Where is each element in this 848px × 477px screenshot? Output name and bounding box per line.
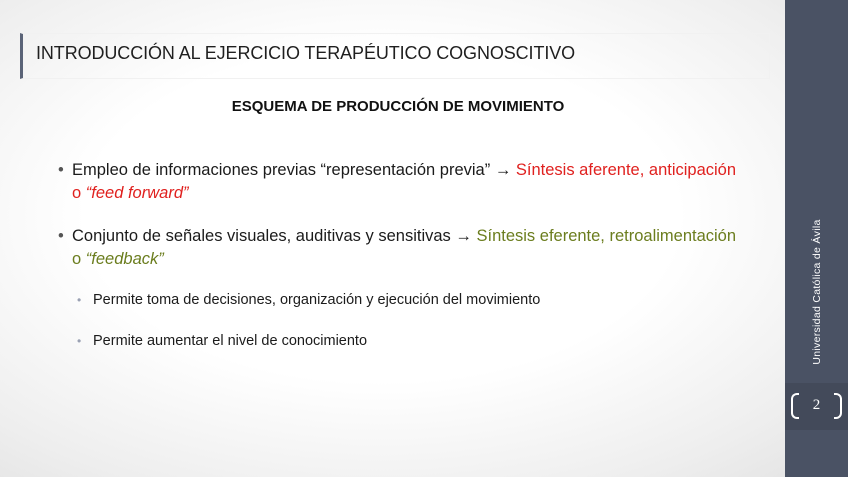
sub-bullet-dot-icon: •	[77, 334, 82, 348]
university-label: Universidad Católica de Ávila	[811, 219, 823, 365]
right-bracket-icon	[834, 393, 842, 419]
sub-bullet-1	[77, 290, 737, 310]
bullet-2-highlight-italic: “feedback”	[85, 250, 164, 268]
bullet-dot-icon: •	[58, 161, 64, 179]
slide-title: INTRODUCCIÓN AL EJERCICIO TERAPÉUTICO COGNOSCITIVO	[36, 43, 576, 63]
arrow-icon: →	[494, 161, 512, 179]
sub-bullet-dot-icon: •	[77, 293, 82, 307]
sub-bullet-2-text: Permite aumentar el nivel de conocimiento	[93, 333, 368, 349]
bullet-2-text: Conjunto de señales visuales, auditivas y sensitivas	[72, 227, 451, 245]
slide-heading: ESQUEMA DE PRODUCCIÓN DE MOVIMIENTO	[231, 98, 565, 115]
sub-bullet-1-text: Permite toma de decisiones, organización y ejecución del movimiento	[93, 292, 541, 308]
bullet-2-highlight: Síntesis eferente, retroalimentación o	[72, 227, 737, 268]
bullet-dot-icon: •	[58, 227, 64, 245]
arrow-icon: →	[455, 227, 472, 245]
sub-bullet-2	[77, 331, 737, 351]
bullet-1-highlight: Síntesis aferente, anticipación o	[72, 161, 737, 202]
page-number-box	[785, 383, 848, 430]
bullet-1-text: Empleo de informaciones previas “representación previa”	[72, 161, 491, 179]
page-number: 2	[812, 397, 821, 413]
bullet-1	[58, 159, 738, 205]
bullet-1-highlight-italic: “feed forward”	[85, 184, 189, 202]
bullet-2	[58, 225, 738, 271]
